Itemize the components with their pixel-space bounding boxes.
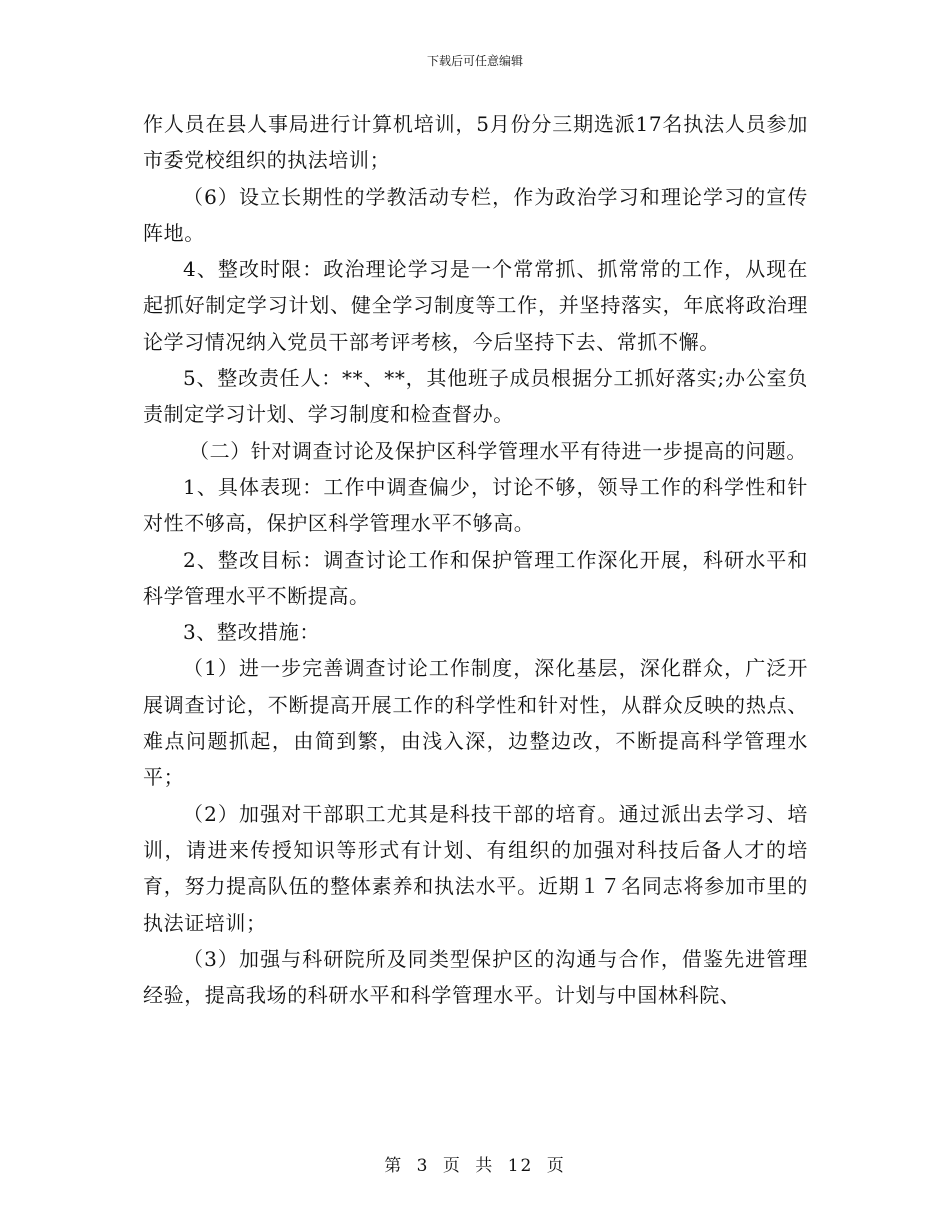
- paragraph: 2、整改目标：调查讨论工作和保护管理工作深化开展，科研水平和科学管理水平不断提高。: [143, 547, 808, 608]
- paragraph: （1）进一步完善调查讨论工作制度，深化基层，深化群众，广泛开展调查讨论，不断提高开展工作的科学性和针对性，从群众反映的热点、难点问题抓起，由简到繁，由浅入深，边整边改，不断提高科学管理水平；: [143, 656, 808, 790]
- paragraph: （2）加强对干部职工尤其是科技干部的培育。通过派出去学习、培训，请进来传授知识等形式有计划、有组织的加强对科技后备人才的培育，努力提高队伍的整体素养和执法水平。近期１７名同志将参加市里的执法证培训；: [143, 801, 808, 935]
- section-heading: （二）针对调查讨论及保护区科学管理水平有待进一步提高的问题。: [189, 438, 807, 463]
- body-text: [143, 106, 808, 1013]
- paragraph: （3）加强与科研院所及同类型保护区的沟通与合作，借鉴先进管理经验，提高我场的科研水平和科学管理水平。计划与中国林科院、: [143, 946, 808, 1008]
- paragraph: 3、整改措施：: [183, 620, 320, 645]
- paragraph: 作人员在县人事局进行计算机培训，5月份分三期选派17名执法人员参加市委党校组织的执法培训；: [143, 112, 808, 173]
- page-footer: 第 3 页 共 12 页: [384, 1156, 566, 1176]
- page-header: 下载后可任意编辑: [426, 54, 523, 68]
- paragraph: 5、整改责任人：**、**，其他班子成员根据分工抓好落实;办公室负责制定学习计划、学习制度和检查督办。: [143, 366, 808, 427]
- paragraph: （6）设立长期性的学教活动专栏，作为政治学习和理论学习的宣传阵地。: [143, 184, 808, 245]
- paragraph: 1、具体表现：工作中调查偏少，讨论不够，领导工作的科学性和针对性不够高，保护区科学管理水平不够高。: [143, 474, 808, 536]
- paragraph: 4、整改时限：政治理论学习是一个常常抓、抓常常的工作，从现在起抓好制定学习计划、健全学习制度等工作，并坚持落实，年底将政治理论学习情况纳入党员干部考评考核，今后坚持下去、常抓不懈。: [143, 257, 808, 354]
